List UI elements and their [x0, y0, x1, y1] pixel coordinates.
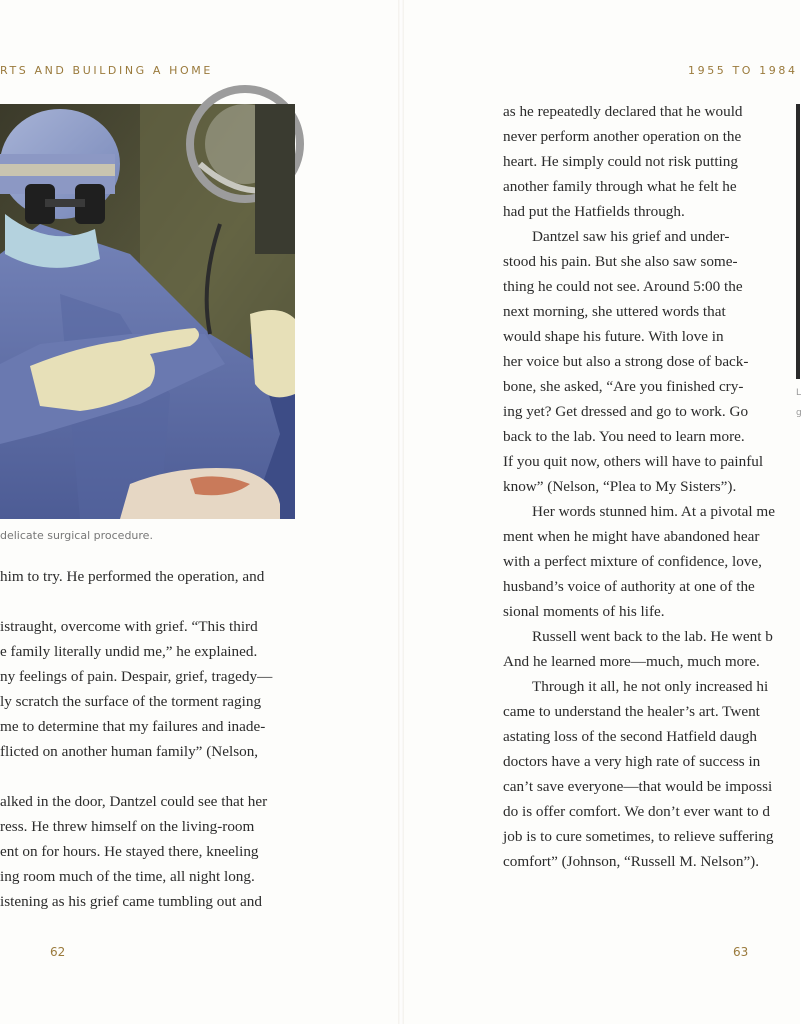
left-text-line: ent on for hours. He stayed there, kneeling: [0, 843, 259, 860]
right-text-line: bone, she asked, “Are you finished cry-: [503, 378, 744, 395]
right-text-line: Dantzel saw his grief and under-: [532, 228, 730, 245]
left-text-line: alked in the door, Dantzel could see that her: [0, 793, 268, 810]
left-text-line: me to determine that my failures and inade-: [0, 718, 266, 735]
right-text-line: If you quit now, others will have to painful: [503, 453, 764, 470]
surgeon-photo-illustration: [0, 104, 295, 519]
cropped-photo-edge: [796, 104, 800, 379]
left-running-head: RTS AND BUILDING A HOME: [0, 64, 213, 77]
right-page-number: 63: [733, 945, 749, 959]
left-text-line: flicted on another human family” (Nelson,: [0, 743, 259, 760]
left-text-line: ny feelings of pain. Despair, grief, tragedy—: [0, 668, 273, 685]
right-text-line: doctors have a very high rate of success in: [503, 753, 761, 770]
right-text-line: know” (Nelson, “Plea to My Sisters”).: [503, 478, 737, 495]
right-text-line: another family through what he felt he: [503, 178, 737, 195]
surgeon-photo: [0, 104, 295, 519]
left-text-line: istraught, overcome with grief. “This third: [0, 618, 258, 635]
left-text-line: ing room much of the time, all night long.: [0, 868, 255, 885]
right-text-line: can’t save everyone—that would be impossi: [503, 778, 773, 795]
right-text-line: And he learned more—much, much more.: [503, 653, 760, 670]
cropped-caption-mark: L: [796, 388, 802, 398]
right-text-line: husband’s voice of authority at one of the: [503, 578, 755, 595]
right-text-line: comfort” (Johnson, “Russell M. Nelson”).: [503, 853, 760, 870]
right-text-line: with a perfect mixture of confidence, love,: [503, 553, 762, 570]
right-text-line: Russell went back to the lab. He went b: [532, 628, 773, 645]
right-text-line: ment when he might have abandoned hear: [503, 528, 760, 545]
left-text-line: istening as his grief came tumbling out and: [0, 893, 262, 910]
left-text-line: ly scratch the surface of the torment raging: [0, 693, 262, 710]
right-text-line: never perform another operation on the: [503, 128, 742, 145]
right-running-head: 1955 TO 1984: [688, 64, 798, 77]
right-text-line: her voice but also a strong dose of back-: [503, 353, 749, 370]
right-text-line: stood his pain. But she also saw some-: [503, 253, 738, 270]
cropped-caption-mark: g: [796, 408, 802, 418]
right-text-line: astating loss of the second Hatfield daugh: [503, 728, 757, 745]
right-text-line: sional moments of his life.: [503, 603, 665, 620]
right-text-line: as he repeatedly declared that he would: [503, 103, 743, 120]
right-text-line: Her words stunned him. At a pivotal me: [532, 503, 775, 520]
left-page-number: 62: [50, 945, 66, 959]
right-text-line: Through it all, he not only increased hi: [532, 678, 769, 695]
right-text-line: next morning, she uttered words that: [503, 303, 726, 320]
right-text-line: do is offer comfort. We don’t ever want to d: [503, 803, 771, 820]
left-text-line: ress. He threw himself on the living-room: [0, 818, 255, 835]
left-text-line: e family literally undid me,” he explained.: [0, 643, 258, 660]
photo-caption: delicate surgical procedure.: [0, 529, 153, 542]
right-text-line: would shape his future. With love in: [503, 328, 724, 345]
right-text-line: job is to cure sometimes, to relieve suffering: [503, 828, 774, 845]
right-text-line: back to the lab. You need to learn more.: [503, 428, 745, 445]
right-text-line: thing he could not see. Around 5:00 the: [503, 278, 743, 295]
right-text-line: ing yet? Get dressed and go to work. Go: [503, 403, 749, 420]
gutter: [398, 0, 404, 1024]
right-text-line: heart. He simply could not risk putting: [503, 153, 738, 170]
left-text-line: him to try. He performed the operation, and: [0, 568, 265, 585]
right-text-line: came to understand the healer’s art. Twent: [503, 703, 760, 720]
right-text-line: had put the Hatfields through.: [503, 203, 685, 220]
